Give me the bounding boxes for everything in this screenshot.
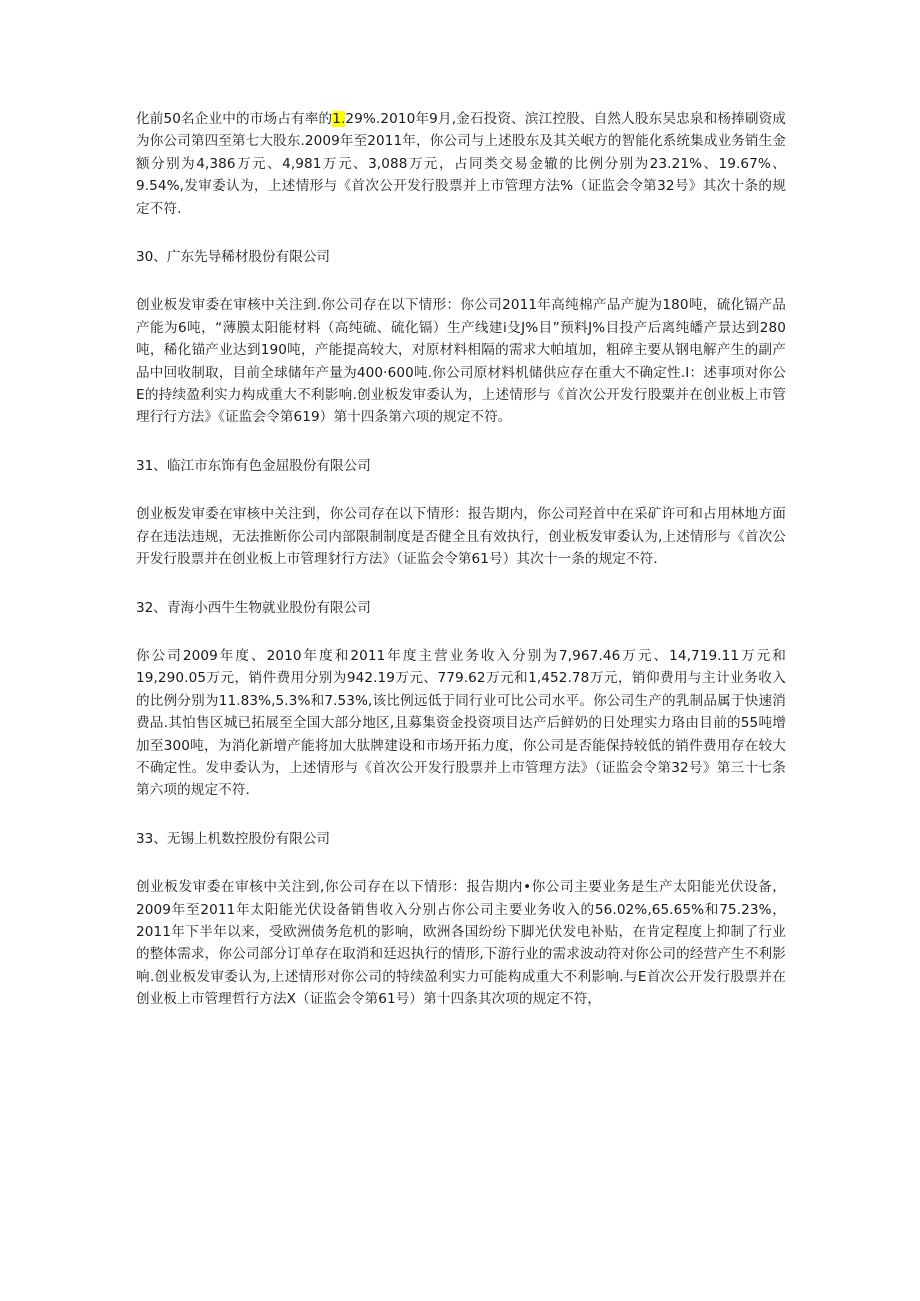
highlighted-text: 1. <box>332 111 346 127</box>
paragraph-intro <box>136 108 786 220</box>
section-heading-31: 31、临江市东饰有色金屈股份有限公司 <box>136 457 371 474</box>
document-body <box>136 108 786 1037</box>
section-heading-32: 32、青海小西牛生物就业股份有限公司 <box>136 599 371 616</box>
section-heading-30: 30、广东先导稀材股份有限公司 <box>136 249 331 266</box>
paragraph-31: 创业板发审委在审核中关注到，你公司存在以下情形：报告期内，你公司羟首中在采矿许可和占用林地方面存在违法违规，无法推断你公司内部限制制度是否健全且有效执行，创业板发审委认为,上述情形与《首次公开发行股票并在创业板上市管理豺行方法》（证监会令第61号）其次十一条的规定不符. <box>136 506 786 568</box>
paragraph-33: 创业板发审委在审核中关注到,你公司存在以下情形：报告期内•你公司主要业务是生产太阳能光伏设备，2009年至2011年太阳能光伏设备销售收入分别占你公司主要业务收入的56.02%,65.65%和75.23%，2011年下半年以来，受欧洲债务危机的影响，欧洲各国纷纷下脚光伏发电补贴，在肯定程度上抑制了行业的整体需求，你公司部分订单存在取消和廷迟执行的情形,下游行业的需求波动符对你公司的经营产生不利影响.创业板发审委认为,上述情形对你公司的特续盈利实力可能构成重大不利影响.与E首次公开发行股票并在创业板上市管理哲行方法X（证监会令第61号）第十四条其次项的规定不符， <box>136 879 786 1008</box>
paragraph-30: 创业板发审委在审核中关注到.你公司存在以下情形：你公司2011年高纯棉产品产旎为180吨，硫化镉产品产能为6吨，“薄膜太阳能材料（高纯硫、硫化镉）生产线建i殳J%目”预料J%目投产后离纯皤产景达到280吨，稀化锚产业达到190吨，产能提高较大，对原材料相隔的需求大帕埴加，粗碎主要从钢电解产生的副产品中回收制取，目前全球储年产量为400·600吨.你公司原材料机储供应存在重大不确定性.I：述事项对你公E的持续盈利实力构成重大不利影响.创业板发审委认为，上述情形与《首次公开发行股粟并在创业板上市管理行行方法》《证监会令第619）第十四条第六项的规定不符。 <box>136 297 786 426</box>
paragraph-32: 你公司2009年度、2010年度和2011年度主营业务收入分别为7,967.46万元、14,719.11万元和19,290.05万元，销件费用分别为942.19万元、779.62万元和1,452.78万元，销仰费用与主计业务收入的比例分别为11.83%,5.3%和7.53%,该比例远低于同行业可比公司水平。你公司生产的乳制品属于快速消费品.其怕售区城已拓展至全国大部分地区,且募集资金投资项目达产后鲜奶的日处理实力珞由目前的55吨增加至300吨，为消化新增产能将加大肽牌建设和市场开拓力度，你公司是否能保持较低的销件费用存在较大不确定性。发申委认为，上述情形与《首次公开发行股票并上市管理方法》（证监会令第32号》第三十七条第六项的规定不符. <box>136 647 786 799</box>
paragraph-text: 化前50名企业中的市场占有率的 <box>136 111 333 127</box>
section-heading-33: 33、无锡上机数控股份有限公司 <box>136 830 331 847</box>
paragraph-text: 29%.2010年9月,金石投资、滨江控股、自然人股东吴忠泉和杨捧刷资成为你公司第四至第七大股东.2009年至2011年，你公司与上述股东及其关岷方的智能化系统集成业务销生金额分别为4,386万元、4,981万元、3,088万元，占同类交易金辙的比例分别为23.21%、19.67%、9.54%,发审委认为，上述情形与《首次公开发行股票并上市管理方法%（证监会令第32号》其次十条的规定不符. <box>136 111 787 217</box>
